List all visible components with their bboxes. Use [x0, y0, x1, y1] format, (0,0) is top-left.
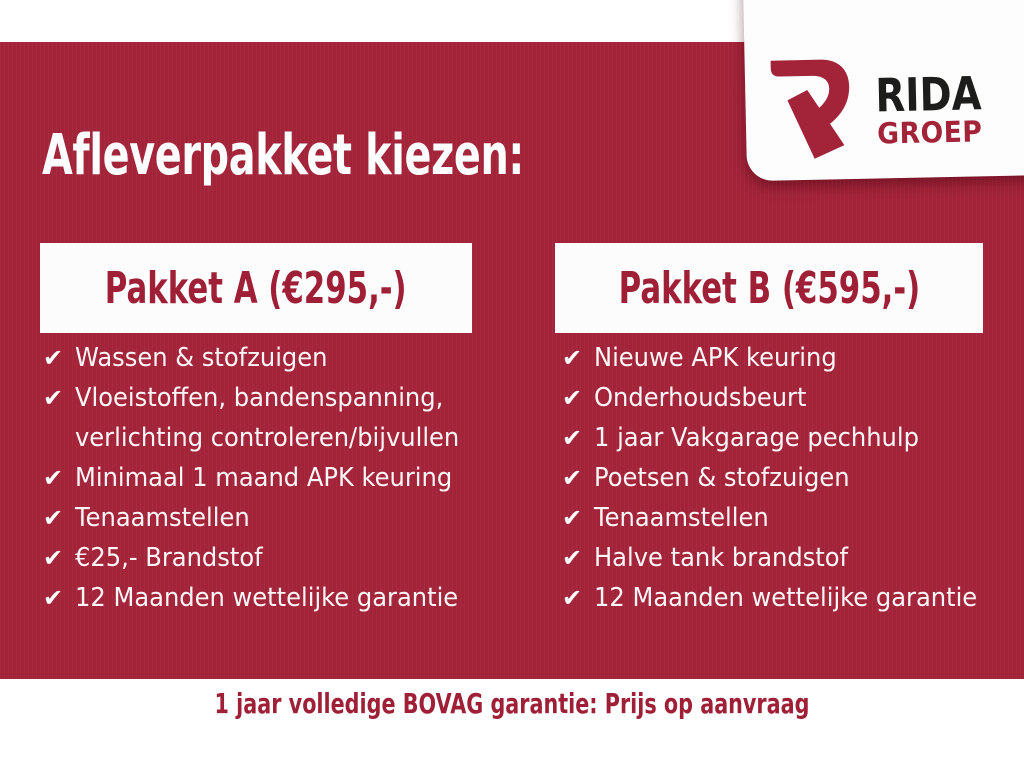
list-item-text: Nieuwe APK keuring: [594, 343, 837, 373]
list-item-text: Onderhoudsbeurt: [594, 383, 807, 413]
list-item: [562, 458, 1014, 498]
check-icon: ✔: [43, 464, 64, 492]
page-title: Afleverpakket kiezen:: [42, 122, 524, 188]
list-item: [43, 578, 523, 618]
list-item-continuation: [43, 418, 523, 458]
package-b-title: Pakket B (€595,-): [618, 262, 920, 314]
list-item: [43, 378, 523, 418]
check-icon: ✔: [562, 544, 583, 572]
package-a-list: [43, 338, 523, 618]
package-b-list: [562, 338, 1014, 618]
list-item: [43, 498, 523, 538]
list-item-text: Wassen & stofzuigen: [75, 343, 328, 373]
footer-strip: [0, 679, 1024, 768]
list-item: [562, 418, 1014, 458]
list-item-text: Tenaamstellen: [594, 503, 769, 533]
list-item: [43, 338, 523, 378]
list-item: [562, 338, 1014, 378]
logo-panel: [743, 0, 1024, 181]
check-icon: ✔: [43, 344, 64, 372]
check-icon: ✔: [562, 344, 583, 372]
footer-note: 1 jaar volledige BOVAG garantie: Prijs op aanvraag: [214, 687, 810, 720]
list-item-text: 12 Maanden wettelijke garantie: [594, 583, 978, 613]
check-icon: ✔: [562, 424, 583, 452]
list-item-text: €25,- Brandstof: [75, 543, 263, 573]
list-item-text: Tenaamstellen: [75, 503, 250, 533]
list-item: [562, 578, 1014, 618]
package-a-header[interactable]: [40, 243, 472, 333]
list-item: [562, 538, 1014, 578]
check-icon: ✔: [43, 504, 64, 532]
list-item-text: verlichting controleren/bijvullen: [75, 423, 460, 453]
check-icon: ✔: [562, 504, 583, 532]
check-icon: ✔: [562, 464, 583, 492]
list-item-text: Vloeistoffen, bandenspanning,: [75, 383, 444, 413]
package-a-title: Pakket A (€295,-): [105, 262, 407, 314]
check-icon: ✔: [43, 544, 64, 572]
check-icon: ✔: [562, 384, 583, 412]
list-item-text: 1 jaar Vakgarage pechhulp: [594, 423, 919, 453]
logo-name: RIDA: [874, 66, 983, 123]
logo-subname: GROEP: [876, 114, 983, 151]
check-icon: ✔: [43, 384, 64, 412]
rida-logo-r-icon: [764, 51, 856, 166]
list-item-text: 12 Maanden wettelijke garantie: [75, 583, 459, 613]
check-icon: ✔: [562, 584, 583, 612]
list-item: [562, 498, 1014, 538]
list-item: [562, 378, 1014, 418]
package-b-header[interactable]: [555, 243, 983, 333]
list-item: [43, 458, 523, 498]
list-item: [43, 538, 523, 578]
list-item-text: Halve tank brandstof: [594, 543, 849, 573]
list-item-text: Poetsen & stofzuigen: [594, 463, 850, 493]
list-item-text: Minimaal 1 maand APK keuring: [75, 463, 453, 493]
check-icon: ✔: [43, 584, 64, 612]
